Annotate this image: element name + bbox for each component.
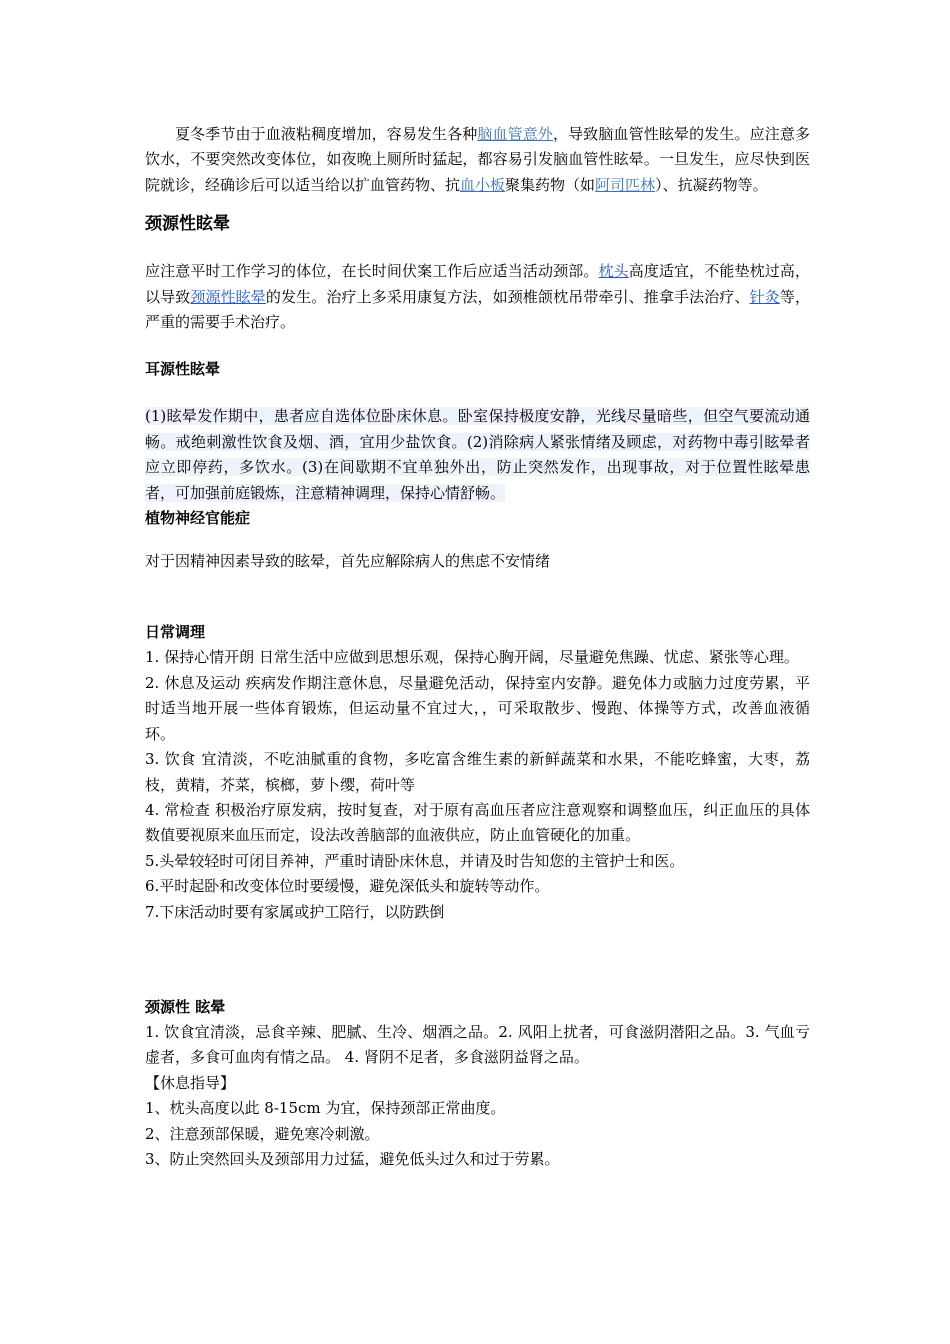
ear-vertigo-heading: 耳源性眩晕 xyxy=(145,360,221,379)
daily-item-5: 5.头晕较轻时可闭目养神，严重时请卧床休息，并请及时告知您的主管护士和医。 xyxy=(145,851,685,870)
daily-item-3: 3. 饮食 宜清淡，不吃油腻重的食物，多吃富含维生素的新鲜蔬菜和水果，不能吃蜂蜜，大枣，荔枝，黄精，芥菜，槟榔，萝卜缨，荷叶等 xyxy=(145,750,810,794)
link-aspirin[interactable]: 阿司匹林 xyxy=(595,175,656,194)
cervical-vertigo-2-heading: 颈源性 眩晕 xyxy=(145,997,226,1016)
link-cerebrovascular-accident[interactable]: 脑血管意外 xyxy=(477,125,554,143)
intro-paragraph: 夏冬季节由于血液粘稠度增加，容易发生各种脑血管意外，导致脑血管性眩晕的发生。应注意多饮水，不要突然改变体位，如夜晚上厕所时猛起，都容易引发脑血管性眩晕。一旦发生，应尽快到医院就诊，经确诊后可以适当给以扩血管药物、抗血小板聚集药物（如阿司匹林）、抗凝药物等。 xyxy=(145,125,810,194)
neurosis-heading: 植物神经官能症 xyxy=(145,509,251,528)
daily-item-2: 2. 休息及运动 疾病发作期注意休息，尽量避免活动，保持室内安静。避免体力或脑力过度劳累，平时适当地开展一些体育锻炼，但运动量不宜过大，，可采取散步、慢跑、体操等方式，改善血液循环。 xyxy=(145,673,810,743)
neurosis-paragraph: 对于因精神因素导致的眩晕，首先应解除病人的焦虑不安情绪 xyxy=(145,552,551,571)
link-cervical-vertigo[interactable]: 颈源性眩晕 xyxy=(190,287,266,306)
rest-item-3: 3、防止突然回头及颈部用力过猛，避免低头过久和过于劳累。 xyxy=(145,1149,560,1168)
diet-paragraph: 1. 饮食宜清淡，忌食辛辣、肥腻、生冷、烟酒之品。2. 风阳上扰者，可食滋阴潜阳之品。3. 气血亏虚者，多食可血肉有情之品。 4. 肾阴不足者，多食滋阴益肾之品。 xyxy=(145,1022,810,1067)
link-platelet[interactable]: 血小板 xyxy=(460,175,506,194)
cervical-paragraph: 应注意平时工作学习的体位，在长时间伏案工作后应适当活动颈部。枕头高度适宜，不能垫枕过高，以导致颈源性眩晕的发生。治疗上多采用康复方法，如颈椎颌枕吊带牵引、推拿手法治疗、针灸等，严重的需要手术治疗。 xyxy=(145,262,810,332)
rest-guidance-title: 【休息指导】 xyxy=(145,1073,236,1092)
document-page xyxy=(145,122,810,1172)
link-pillow[interactable]: 枕头 xyxy=(598,262,629,281)
daily-item-6: 6.平时起卧和改变体位时要缓慢，避免深低头和旋转等动作。 xyxy=(145,877,550,896)
rest-item-1: 1、枕头高度以此 8-15cm 为宜，保持颈部正常曲度。 xyxy=(145,1099,506,1118)
rest-item-2: 2、注意颈部保暖，避免寒冷刺激。 xyxy=(145,1124,380,1143)
daily-item-1: 1. 保持心情开朗 日常生活中应做到思想乐观，保持心胸开阔，尽量避免焦躁、忧虑、紧张等心理。 xyxy=(145,648,799,667)
link-acupuncture[interactable]: 针灸 xyxy=(749,287,780,306)
cervical-vertigo-heading: 颈源性眩晕 xyxy=(145,214,230,235)
ear-text: (1)眩晕发作期中，患者应自选体位卧床休息。卧室保持极度安静，光线尽量暗些，但空气要流动通畅。戒绝刺激性饮食及烟、酒，宜用少盐饮食。(2)消除病人紧张情绪及顾虑，对药物中毒引眩晕者应立即停药，多饮水。(3)在间歇期不宜单独外出，防止突然发作，出现事故，对于位置性眩晕患者，可加强前庭锻炼，注意精神调理，保持心情舒畅。 xyxy=(145,407,810,502)
daily-item-4: 4. 常检查 积极治疗原发病，按时复查，对于原有高血压者应注意观察和调整血压，纠正血压的具体数值要视原来血压而定，设法改善脑部的血液供应，防止血管硬化的加重。 xyxy=(145,800,810,845)
daily-care-heading: 日常调理 xyxy=(145,623,206,642)
ear-paragraph xyxy=(145,404,810,506)
daily-item-7: 7.下床活动时要有家属或护工陪行，以防跌倒 xyxy=(145,902,445,921)
